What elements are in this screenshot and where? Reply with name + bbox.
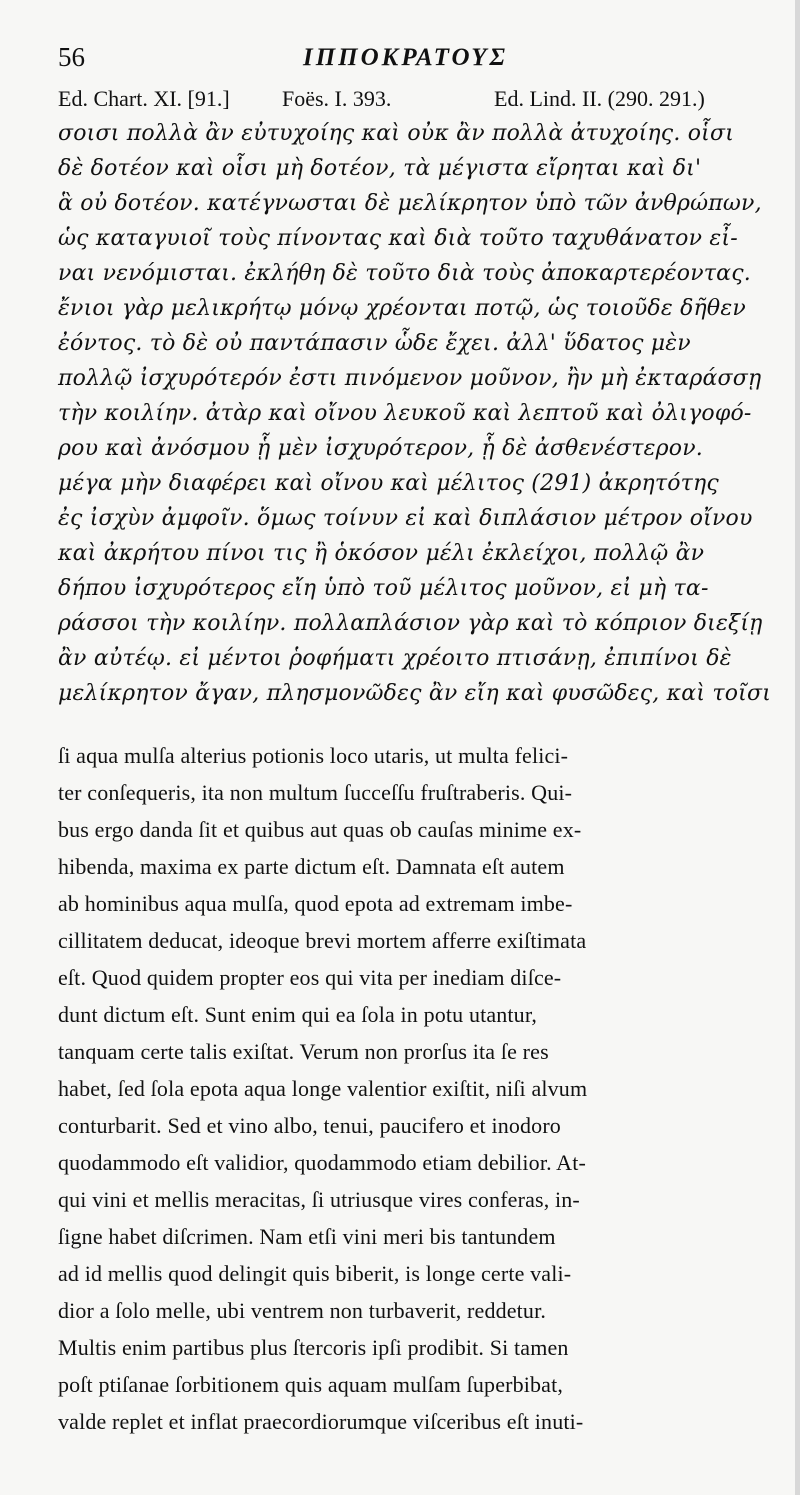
greek-line-3: ἃ οὐ δοτέον. κατέγνωσται δὲ μελίκρητον ὑπὸ τῶν ἀνθρώπων, [58, 191, 762, 216]
greek-line-12: ἐς ἰσχὺν ἀμφοῖν. ὅμως τοίνυν εἰ καὶ διπλάσιον μέτρον οἴνου [58, 506, 753, 531]
latin-line-13: qui vini et mellis meracitas, ſi utriusque vires conferas, in- [58, 1187, 580, 1212]
latin-line-5: ab hominibus aqua mulſa, quod epota ad extremam imbe- [58, 891, 573, 916]
latin-line-8: dunt dictum eſt. Sunt enim qui ea ſola in potu utantur, [58, 1002, 538, 1027]
greek-line-8: πολλῷ ἰσχυρότερόν ἐστι πινόμενον μοῦνον, ἢν μὴ ἐκταράσσῃ [58, 366, 762, 391]
latin-line-6: cillitatem deducat, ideoque brevi mortem afferre exiſtimata [58, 928, 587, 953]
latin-line-1: ſi aqua mulſa alterius potionis loco utaris, ut multa felici- [58, 743, 569, 768]
latin-line-11: conturbarit. Sed et vino albo, tenui, paucifero et inodoro [58, 1113, 561, 1138]
greek-line-16: ἂν αὐτέῳ. εἰ μέντοι ῥοφήματι χρέοιτο πτισάνῃ, ἐπιπίνοι δὲ [58, 646, 732, 671]
page-number: 56 [58, 42, 85, 72]
latin-line-14: ſigne habet diſcrimen. Nam etſi vini meri bis tantundem [58, 1224, 556, 1249]
latin-line-7: eſt. Quod quidem propter eos qui vita per inediam diſce- [58, 965, 562, 990]
latin-line-10: habet, ſed ſola epota aqua longe valentior exiſtit, niſi alvum [58, 1076, 588, 1101]
chartier-edition-reference: Ed. Chart. XI. [91.] [58, 86, 230, 111]
latin-line-12: quodammodo eſt validior, quodammodo etiam debilior. At- [58, 1150, 586, 1175]
greek-line-15: ράσσοι τὴν κοιλίην. πολλαπλάσιον γὰρ καὶ τὸ κόπριον διεξίῃ [58, 611, 763, 636]
linden-edition-reference: Ed. Lind. II. (290. 291.) [494, 86, 705, 111]
page-edge-shadow [795, 0, 800, 1495]
latin-line-2: ter conſequeris, ita non multum ſucceſſu fruſtraberis. Qui- [58, 780, 573, 805]
greek-line-14: δήπου ἰσχυρότερος εἴη ὑπὸ τοῦ μέλιτος μοῦνον, εἰ μὴ τα- [58, 576, 709, 601]
greek-line-5: ναι νενόμισται. ἐκλήθη δὲ τοῦτο διὰ τοὺς ἀποκαρτερέοντας. [58, 261, 751, 286]
latin-line-15: ad id mellis quod delingit quis biberit, is longe certe vali- [58, 1261, 572, 1286]
latin-line-9: tanquam certe talis exiſtat. Verum non prorſus ita ſe res [58, 1039, 549, 1064]
greek-line-10: ρου καὶ ἀνόσμου ᾗ μὲν ἰσχυρότερον, ᾗ δὲ ἀσθενέστερον. [58, 436, 704, 461]
latin-line-18: poſt ptiſanae ſorbitionem quis aquam mulſam ſuperbibat, [58, 1372, 563, 1397]
foes-edition-reference: Foës. I. 393. [282, 86, 392, 111]
greek-line-17: μελίκρητον ἄγαν, πλησμονῶδες ἂν εἴη καὶ φυσῶδες, καὶ τοῖσι [58, 681, 772, 706]
greek-line-4: ὡς καταγυιοῖ τοὺς πίνοντας καὶ διὰ τοῦτο ταχυθάνατον εἶ- [58, 226, 738, 251]
greek-line-11: μέγα μὴν διαφέρει καὶ οἴνου καὶ μέλιτος (291) ἀκρητότης [58, 471, 719, 496]
latin-line-17: Multis enim partibus plus ſtercoris ipſi prodibit. Si tamen [58, 1335, 569, 1360]
greek-line-13: καὶ ἀκρήτου πίνοι τις ἢ ὁκόσον μέλι ἐκλείχοι, πολλῷ ἂν [58, 541, 705, 566]
greek-line-9: τὴν κοιλίην. ἀτὰρ καὶ οἴνου λευκοῦ καὶ λεπτοῦ καὶ ὀλιγοφό- [58, 401, 752, 426]
latin-line-19: valde replet et inflat praecordiorumque viſceribus eſt inuti- [58, 1409, 584, 1434]
greek-line-7: ἐόντος. τὸ δὲ οὐ παντάπασιν ὧδε ἔχει. ἀλλ' ὕδατος μὲν [58, 331, 691, 356]
latin-line-16: dior a ſolo melle, ubi ventrem non turbaverit, reddetur. [58, 1298, 546, 1323]
running-title: ΙΠΠΟΚΡΑΤΟΥΣ [303, 44, 508, 71]
latin-line-3: bus ergo danda ſit et quibus aut quas ob cauſas minime ex- [58, 817, 582, 842]
greek-line-6: ἔνιοι γὰρ μελικρήτῳ μόνῳ χρέονται ποτῷ, ὡς τοιοῦδε δῆθεν [58, 296, 746, 321]
page-header [58, 42, 758, 78]
greek-line-2: δὲ δοτέον καὶ οἷσι μὴ δοτέον, τὰ μέγιστα εἴρηται καὶ δι' [58, 156, 702, 181]
latin-line-4: hibenda, maxima ex parte dictum eſt. Damnata eſt autem [58, 854, 565, 879]
greek-line-1: σοισι πολλὰ ἂν εὐτυχοίης καὶ οὐκ ἂν πολλὰ ἀτυχοίης. οἷσι [58, 121, 735, 146]
